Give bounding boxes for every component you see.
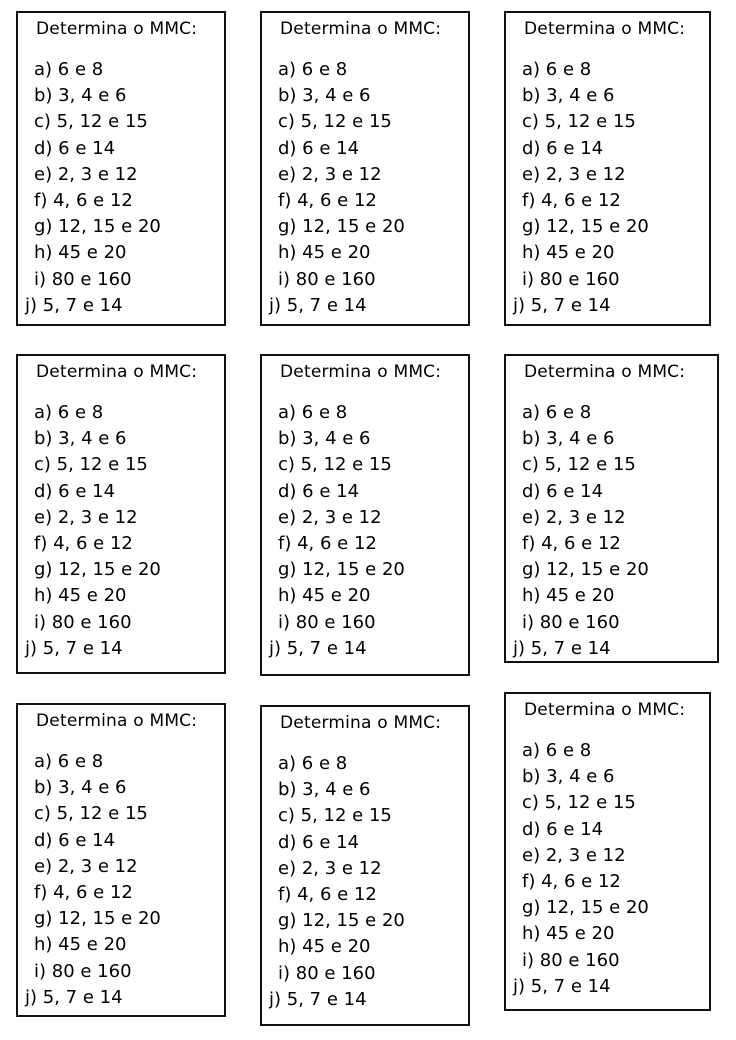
exercise-item: f) 4, 6 e 12 [34, 881, 133, 903]
exercise-item: f) 4, 6 e 12 [522, 870, 621, 892]
exercise-item: g) 12, 15 e 20 [34, 216, 161, 238]
exercise-card [504, 354, 719, 663]
exercise-card [260, 11, 470, 326]
exercise-list [25, 57, 161, 319]
exercise-item: b) 3, 4 e 6 [278, 779, 371, 801]
exercise-item: h) 45 e 20 [278, 585, 371, 607]
exercise-item: a) 6 e 8 [278, 753, 348, 774]
exercise-item: e) 2, 3 e 12 [34, 855, 138, 877]
exercise-list [269, 57, 405, 319]
exercise-item: b) 3, 4 e 6 [34, 428, 127, 450]
exercise-item: h) 45 e 20 [522, 585, 615, 607]
exercise-item: f) 4, 6 e 12 [278, 189, 377, 211]
exercise-list [269, 751, 405, 1013]
card-title: Determina o MMC: [36, 362, 198, 382]
exercise-item: d) 6 e 14 [522, 137, 604, 159]
exercise-list [25, 749, 161, 1011]
exercise-list [269, 400, 405, 662]
exercise-item: i) 80 e 160 [278, 268, 376, 290]
exercise-item: a) 6 e 8 [278, 402, 348, 423]
exercise-item: d) 6 e 14 [278, 831, 360, 853]
exercise-item: g) 12, 15 e 20 [522, 216, 649, 238]
exercise-item: g) 12, 15 e 20 [278, 910, 405, 932]
exercise-item: i) 80 e 160 [522, 611, 620, 633]
card-title: Determina o MMC: [36, 711, 198, 731]
exercise-item: h) 45 e 20 [34, 934, 127, 956]
exercise-item: c) 5, 12 e 15 [278, 805, 392, 827]
exercise-item: f) 4, 6 e 12 [278, 883, 377, 905]
exercise-item: g) 12, 15 e 20 [522, 559, 649, 581]
exercise-item: j) 5, 7 e 14 [269, 637, 367, 659]
exercise-item: h) 45 e 20 [522, 923, 615, 945]
exercise-item: e) 2, 3 e 12 [278, 857, 382, 879]
exercise-item: i) 80 e 160 [34, 960, 132, 982]
exercise-item: i) 80 e 160 [34, 611, 132, 633]
exercise-item: i) 80 e 160 [278, 962, 376, 984]
card-title: Determina o MMC: [280, 362, 442, 382]
exercise-item: i) 80 e 160 [34, 268, 132, 290]
exercise-card [260, 705, 470, 1026]
exercise-item: e) 2, 3 e 12 [522, 506, 626, 528]
exercise-item: b) 3, 4 e 6 [522, 428, 615, 450]
exercise-item: f) 4, 6 e 12 [278, 532, 377, 554]
exercise-card [260, 354, 470, 676]
exercise-item: e) 2, 3 e 12 [34, 506, 138, 528]
exercise-item: i) 80 e 160 [522, 949, 620, 971]
exercise-item: g) 12, 15 e 20 [34, 559, 161, 581]
exercise-item: f) 4, 6 e 12 [34, 189, 133, 211]
exercise-item: c) 5, 12 e 15 [34, 111, 148, 133]
exercise-item: j) 5, 7 e 14 [25, 294, 123, 316]
exercise-item: c) 5, 12 e 15 [278, 111, 392, 133]
exercise-item: c) 5, 12 e 15 [522, 111, 636, 133]
exercise-item: b) 3, 4 e 6 [34, 777, 127, 799]
exercise-item: h) 45 e 20 [522, 242, 615, 264]
exercise-item: c) 5, 12 e 15 [522, 454, 636, 476]
exercise-item: a) 6 e 8 [34, 751, 104, 772]
exercise-item: j) 5, 7 e 14 [269, 988, 367, 1010]
exercise-item: g) 12, 15 e 20 [278, 216, 405, 238]
exercise-item: g) 12, 15 e 20 [34, 908, 161, 930]
exercise-item: j) 5, 7 e 14 [513, 294, 611, 316]
exercise-item: e) 2, 3 e 12 [522, 163, 626, 185]
exercise-item: e) 2, 3 e 12 [34, 163, 138, 185]
exercise-item: a) 6 e 8 [522, 740, 592, 761]
exercise-item: e) 2, 3 e 12 [522, 844, 626, 866]
exercise-item: a) 6 e 8 [34, 402, 104, 423]
exercise-item: c) 5, 12 e 15 [522, 792, 636, 814]
exercise-item: j) 5, 7 e 14 [269, 294, 367, 316]
exercise-item: b) 3, 4 e 6 [278, 428, 371, 450]
exercise-list [513, 57, 649, 319]
exercise-item: c) 5, 12 e 15 [278, 454, 392, 476]
exercise-item: j) 5, 7 e 14 [25, 986, 123, 1008]
exercise-item: e) 2, 3 e 12 [278, 506, 382, 528]
exercise-item: d) 6 e 14 [34, 829, 116, 851]
card-title: Determina o MMC: [524, 700, 686, 720]
exercise-item: f) 4, 6 e 12 [34, 532, 133, 554]
exercise-item: j) 5, 7 e 14 [25, 637, 123, 659]
exercise-item: d) 6 e 14 [522, 818, 604, 840]
exercise-item: h) 45 e 20 [278, 936, 371, 958]
exercise-card [504, 692, 711, 1011]
exercise-item: d) 6 e 14 [34, 137, 116, 159]
exercise-item: g) 12, 15 e 20 [522, 897, 649, 919]
exercise-item: d) 6 e 14 [278, 480, 360, 502]
exercise-item: a) 6 e 8 [522, 402, 592, 423]
exercise-list [25, 400, 161, 662]
exercise-item: d) 6 e 14 [522, 480, 604, 502]
card-title: Determina o MMC: [280, 19, 442, 39]
exercise-card [16, 703, 226, 1017]
exercise-card [504, 11, 711, 326]
card-title: Determina o MMC: [280, 713, 442, 733]
exercise-item: b) 3, 4 e 6 [278, 85, 371, 107]
exercise-item: e) 2, 3 e 12 [278, 163, 382, 185]
exercise-item: i) 80 e 160 [278, 611, 376, 633]
card-title: Determina o MMC: [524, 362, 686, 382]
exercise-item: a) 6 e 8 [522, 59, 592, 80]
exercise-item: j) 5, 7 e 14 [513, 637, 611, 659]
exercise-item: f) 4, 6 e 12 [522, 532, 621, 554]
exercise-item: h) 45 e 20 [278, 242, 371, 264]
exercise-item: a) 6 e 8 [34, 59, 104, 80]
exercise-item: c) 5, 12 e 15 [34, 803, 148, 825]
exercise-item: b) 3, 4 e 6 [34, 85, 127, 107]
exercise-list [513, 400, 649, 662]
exercise-item: b) 3, 4 e 6 [522, 85, 615, 107]
exercise-list [513, 738, 649, 1000]
card-title: Determina o MMC: [524, 19, 686, 39]
card-title: Determina o MMC: [36, 19, 198, 39]
exercise-item: d) 6 e 14 [278, 137, 360, 159]
exercise-card [16, 354, 226, 674]
exercise-item: j) 5, 7 e 14 [513, 975, 611, 997]
exercise-item: b) 3, 4 e 6 [522, 766, 615, 788]
exercise-item: f) 4, 6 e 12 [522, 189, 621, 211]
exercise-item: d) 6 e 14 [34, 480, 116, 502]
exercise-item: c) 5, 12 e 15 [34, 454, 148, 476]
exercise-card [16, 11, 226, 326]
exercise-item: i) 80 e 160 [522, 268, 620, 290]
exercise-item: h) 45 e 20 [34, 585, 127, 607]
exercise-item: g) 12, 15 e 20 [278, 559, 405, 581]
exercise-item: h) 45 e 20 [34, 242, 127, 264]
exercise-item: a) 6 e 8 [278, 59, 348, 80]
